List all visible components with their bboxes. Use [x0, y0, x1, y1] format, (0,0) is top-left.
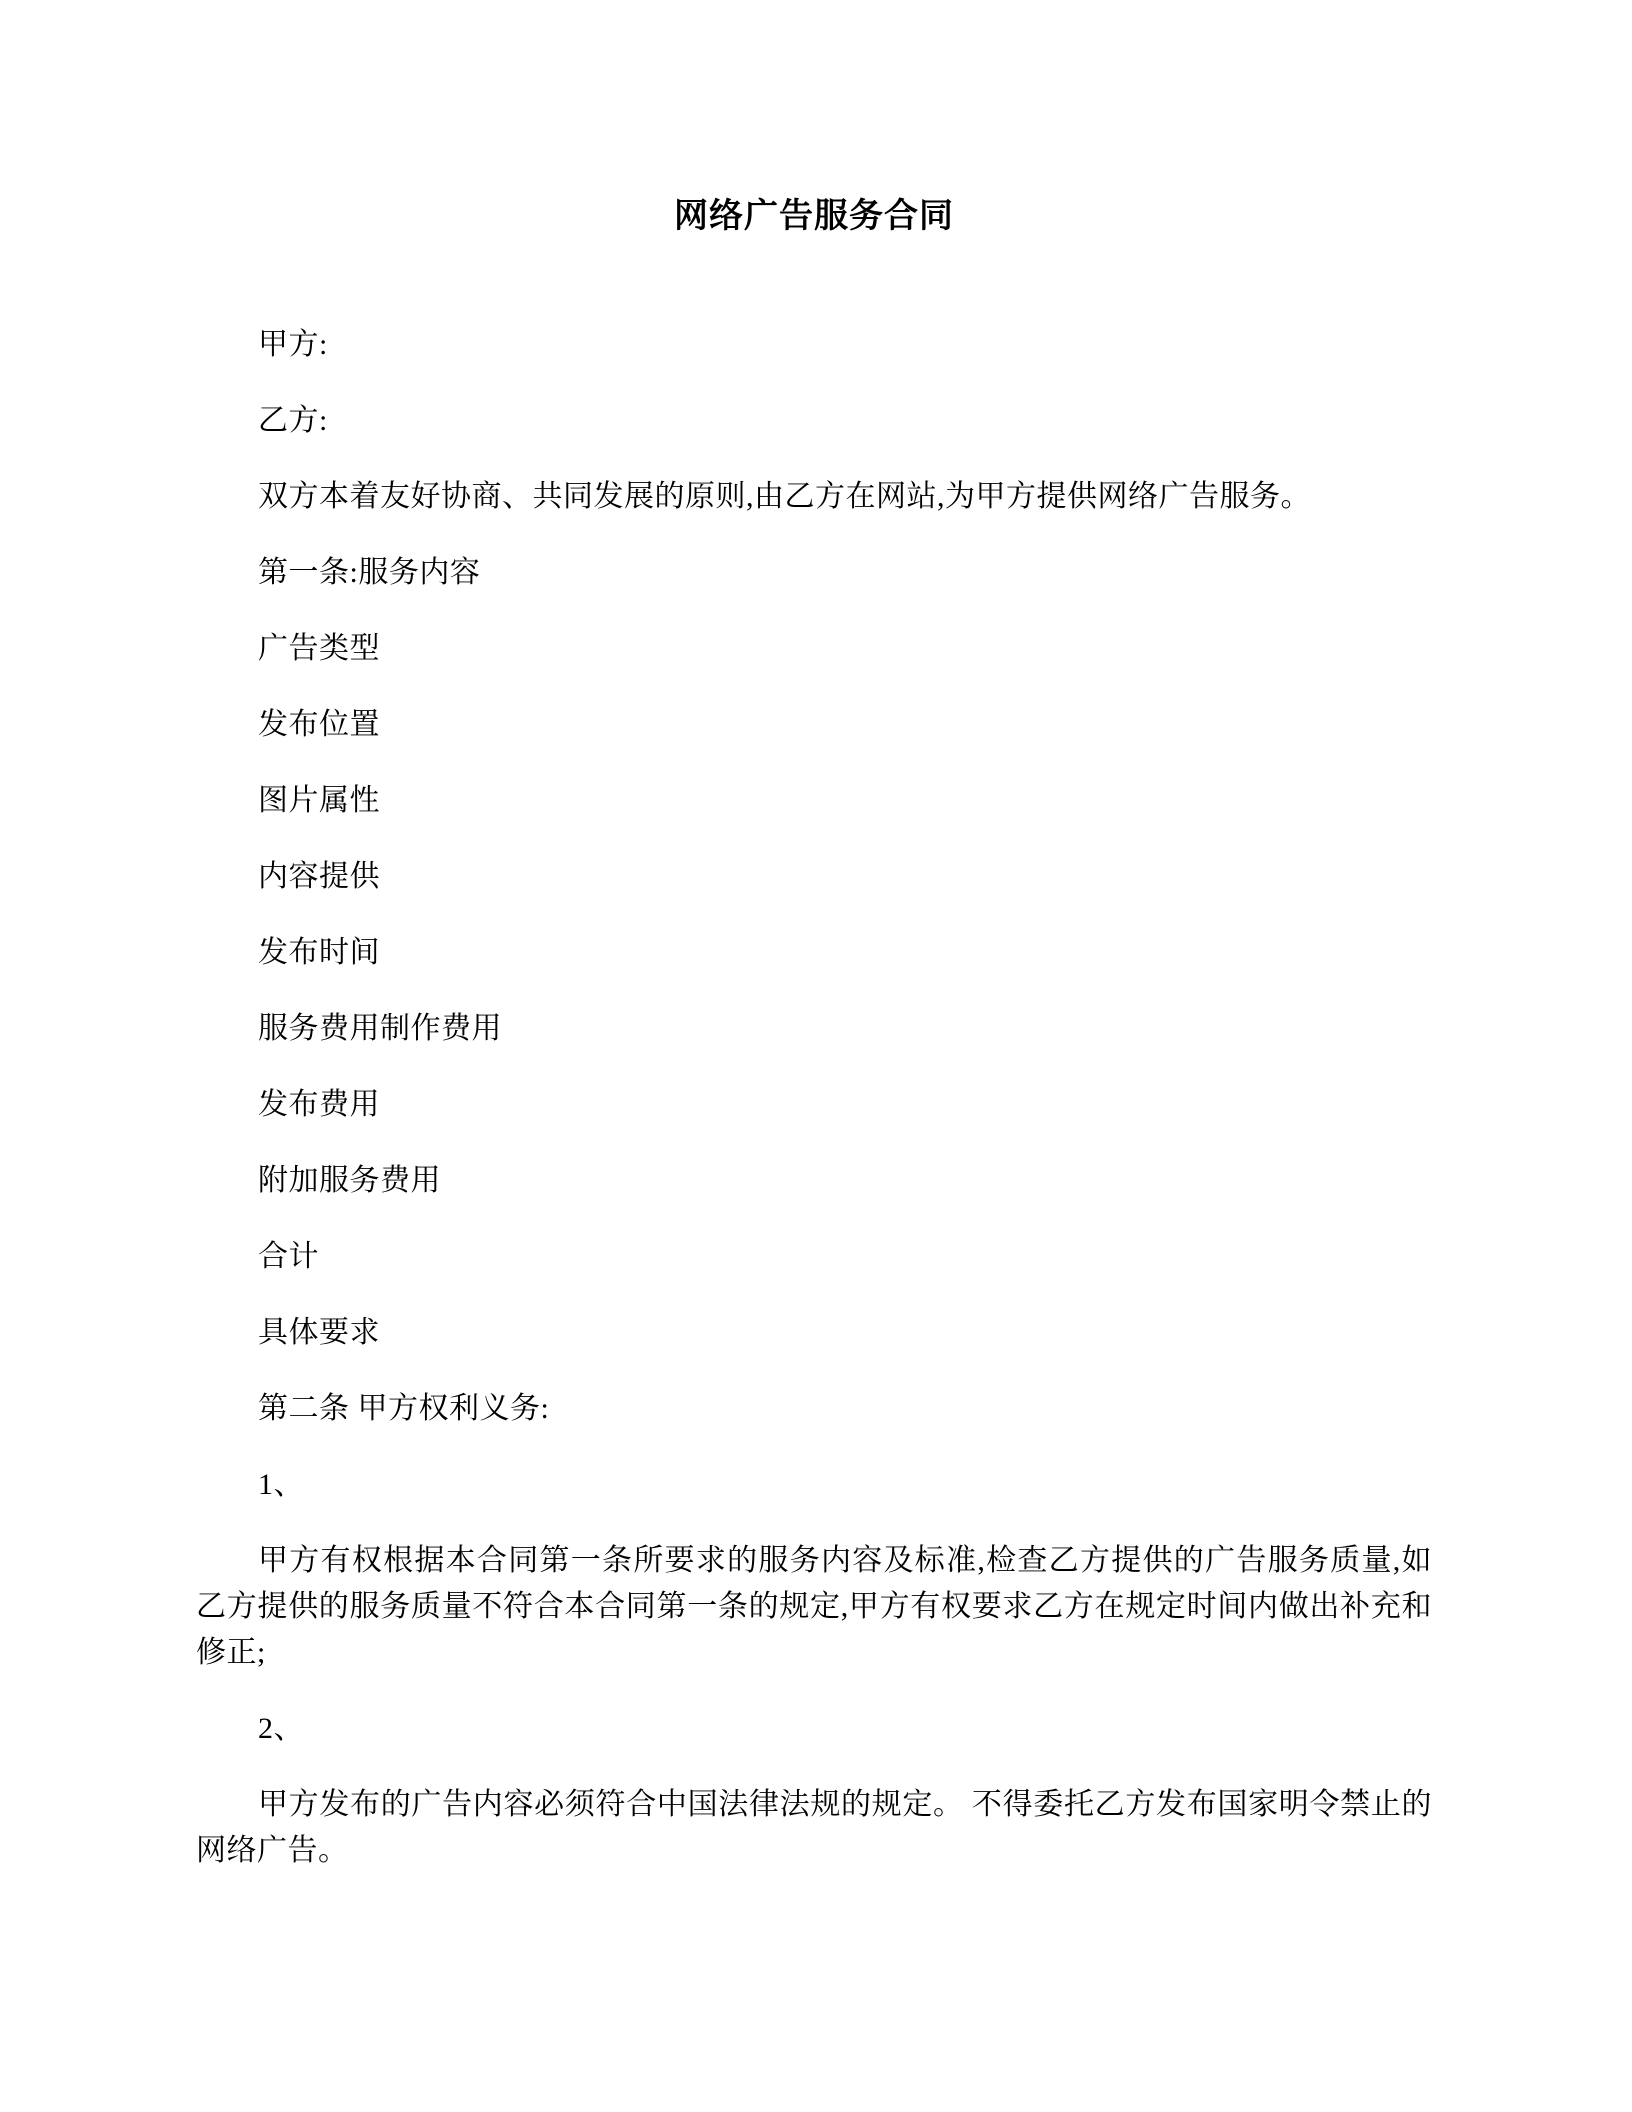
clause-2-item-1-text: 甲方有权根据本合同第一条所要求的服务内容及标准,检查乙方提供的广告服务质量,如乙方提供的服务质量不符合本合同第一条的规定,甲方有权要求乙方在规定时间内做出补充和修正; [196, 1544, 1432, 1669]
party-a-label: 甲方: [258, 328, 328, 361]
list-item-publish-time: 发布时间 [258, 936, 380, 969]
list-item-ad-type: 广告类型 [258, 632, 380, 665]
list-item-service-fee-production-fee: 服务费用制作费用 [258, 1012, 502, 1045]
list-item-publish-fee: 发布费用 [258, 1088, 380, 1121]
clause-2-heading: 第二条 甲方权利义务: [258, 1392, 550, 1425]
clause-2-item-2-text: 甲方发布的广告内容必须符合中国法律法规的规定。 不得委托乙方发布国家明令禁止的网络广告。 [196, 1788, 1432, 1867]
preamble-paragraph: 双方本着友好协商、共同发展的原则,由乙方在网站,为甲方提供网络广告服务。 [258, 480, 1311, 513]
list-item-content-provision: 内容提供 [258, 860, 380, 893]
clause-2-item-1-number: 1、 [258, 1468, 304, 1501]
clause-1-heading: 第一条:服务内容 [258, 556, 481, 589]
document-title: 网络广告服务合同 [674, 197, 954, 235]
list-item-total: 合计 [258, 1240, 319, 1273]
list-item-specific-requirements: 具体要求 [258, 1316, 380, 1349]
clause-2-item-2-number: 2、 [258, 1712, 304, 1745]
list-item-image-attributes: 图片属性 [258, 784, 380, 817]
party-b-label: 乙方: [258, 404, 328, 437]
list-item-additional-service-fee: 附加服务费用 [258, 1164, 441, 1197]
list-item-publish-position: 发布位置 [258, 708, 380, 741]
